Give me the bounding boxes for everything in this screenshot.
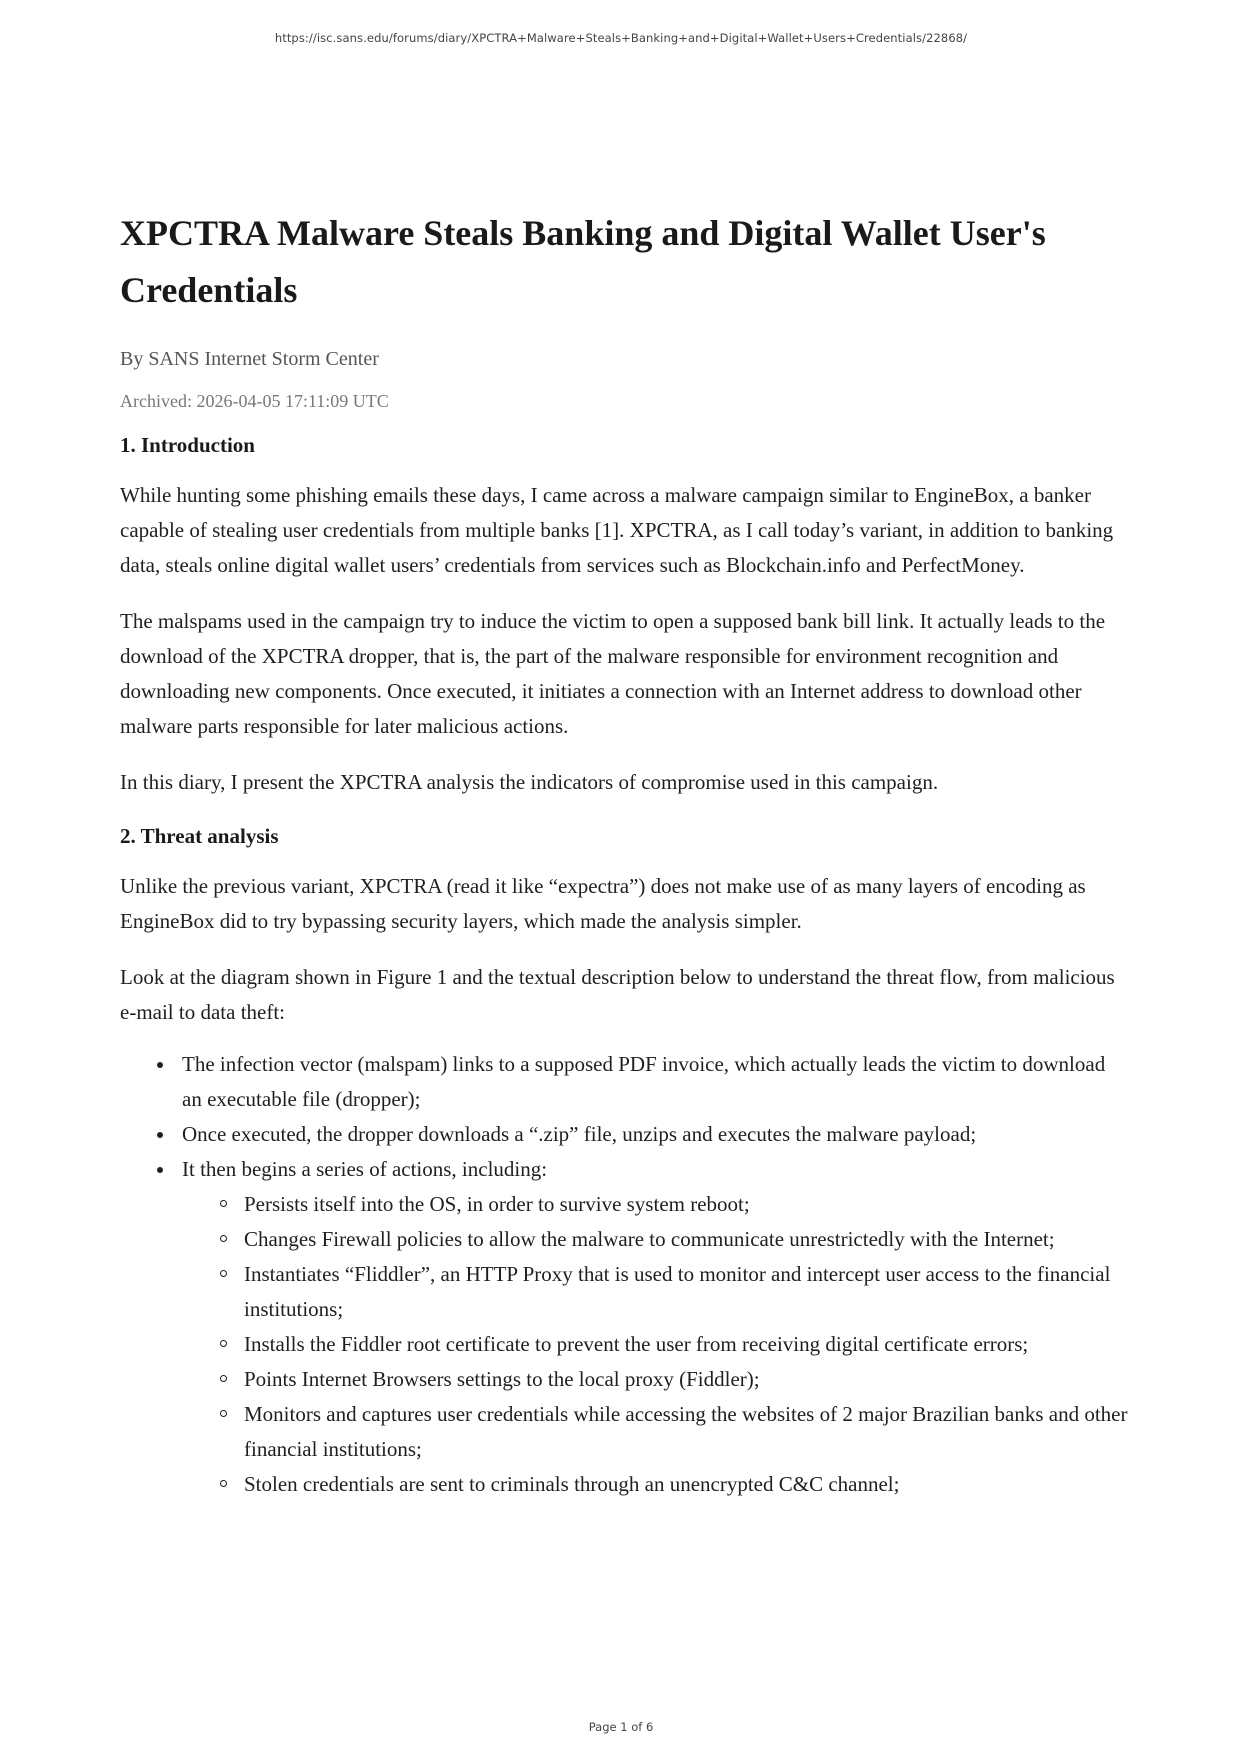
page-number: Page 1 of 6 bbox=[588, 1720, 654, 1734]
sub-list-item: Points Internet Browsers settings to the local proxy (Fiddler); bbox=[182, 1362, 1130, 1397]
sub-list-item: Changes Firewall policies to allow the malware to communicate unrestrictedly with the Internet; bbox=[182, 1222, 1130, 1257]
sub-list-item: Monitors and captures user credentials while accessing the websites of 2 major Brazilian banks and other financial institutions; bbox=[182, 1397, 1130, 1467]
article-title: XPCTRA Malware Steals Banking and Digital Wallet User's Credentials bbox=[120, 213, 1046, 310]
byline: By SANS Internet Storm Center bbox=[120, 348, 379, 370]
sub-list-item: Persists itself into the OS, in order to survive system reboot; bbox=[182, 1187, 1130, 1222]
paragraph: In this diary, I present the XPCTRA analysis the indicators of compromise used in this campaign. bbox=[120, 770, 939, 794]
sub-list-item: Installs the Fiddler root certificate to prevent the user from receiving digital certificate errors; bbox=[182, 1327, 1130, 1362]
list-item bbox=[120, 1152, 1130, 1502]
sub-list-item: Instantiates “Fliddler”, an HTTP Proxy that is used to monitor and intercept user access to the financial institutions; bbox=[182, 1257, 1130, 1327]
list-item bbox=[120, 1117, 1130, 1152]
sub-list-item: Stolen credentials are sent to criminals through an unencrypted C&C channel; bbox=[182, 1467, 1130, 1502]
paragraph: Unlike the previous variant, XPCTRA (read it like “expectra”) does not make use of as many layers of encoding as EngineBox did to try bypassing security layers, which made the analysis simpler. bbox=[120, 874, 1086, 933]
paragraph: While hunting some phishing emails these days, I came across a malware campaign similar to EngineBox, a banker capable of stealing user credentials from multiple banks [1]. XPCTRA, as I call today’s variant, in addition to banking data, steals online digital wallet users’ credentials from services such as Blockchain.info and PerfectMoney. bbox=[120, 483, 1114, 577]
section-heading-threat-analysis: 2. Threat analysis bbox=[120, 824, 279, 848]
threat-flow-list bbox=[120, 1047, 1130, 1502]
paragraph: The malspams used in the campaign try to induce the victim to open a supposed bank bill link. It actually leads to the download of the XPCTRA dropper, that is, the part of the malware responsible for environment recognition and downloading new components. Once executed, it initiates a connection with an Internet address to download other malware parts responsible for later malicious actions. bbox=[120, 609, 1106, 738]
list-item-text: It then begins a series of actions, including: bbox=[182, 1157, 548, 1181]
article bbox=[120, 205, 1130, 1502]
section-heading-introduction: 1. Introduction bbox=[120, 433, 255, 457]
list-item-text: The infection vector (malspam) links to a supposed PDF invoice, which actually leads the victim to download an executable file (dropper); bbox=[182, 1052, 1106, 1111]
actions-sublist bbox=[182, 1187, 1130, 1502]
page-url-header: https://isc.sans.edu/forums/diary/XPCTRA+Malware+Steals+Banking+and+Digital+Wallet+Users+Credentials/22868/ bbox=[274, 31, 968, 45]
archived-date: Archived: 2026-04-05 17:11:09 UTC bbox=[120, 391, 389, 411]
list-item bbox=[120, 1047, 1130, 1117]
paragraph: Look at the diagram shown in Figure 1 and the textual description below to understand the threat flow, from malicious e-mail to data theft: bbox=[120, 965, 1115, 1024]
list-item-text: Once executed, the dropper downloads a “.zip” file, unzips and executes the malware payload; bbox=[182, 1122, 977, 1146]
